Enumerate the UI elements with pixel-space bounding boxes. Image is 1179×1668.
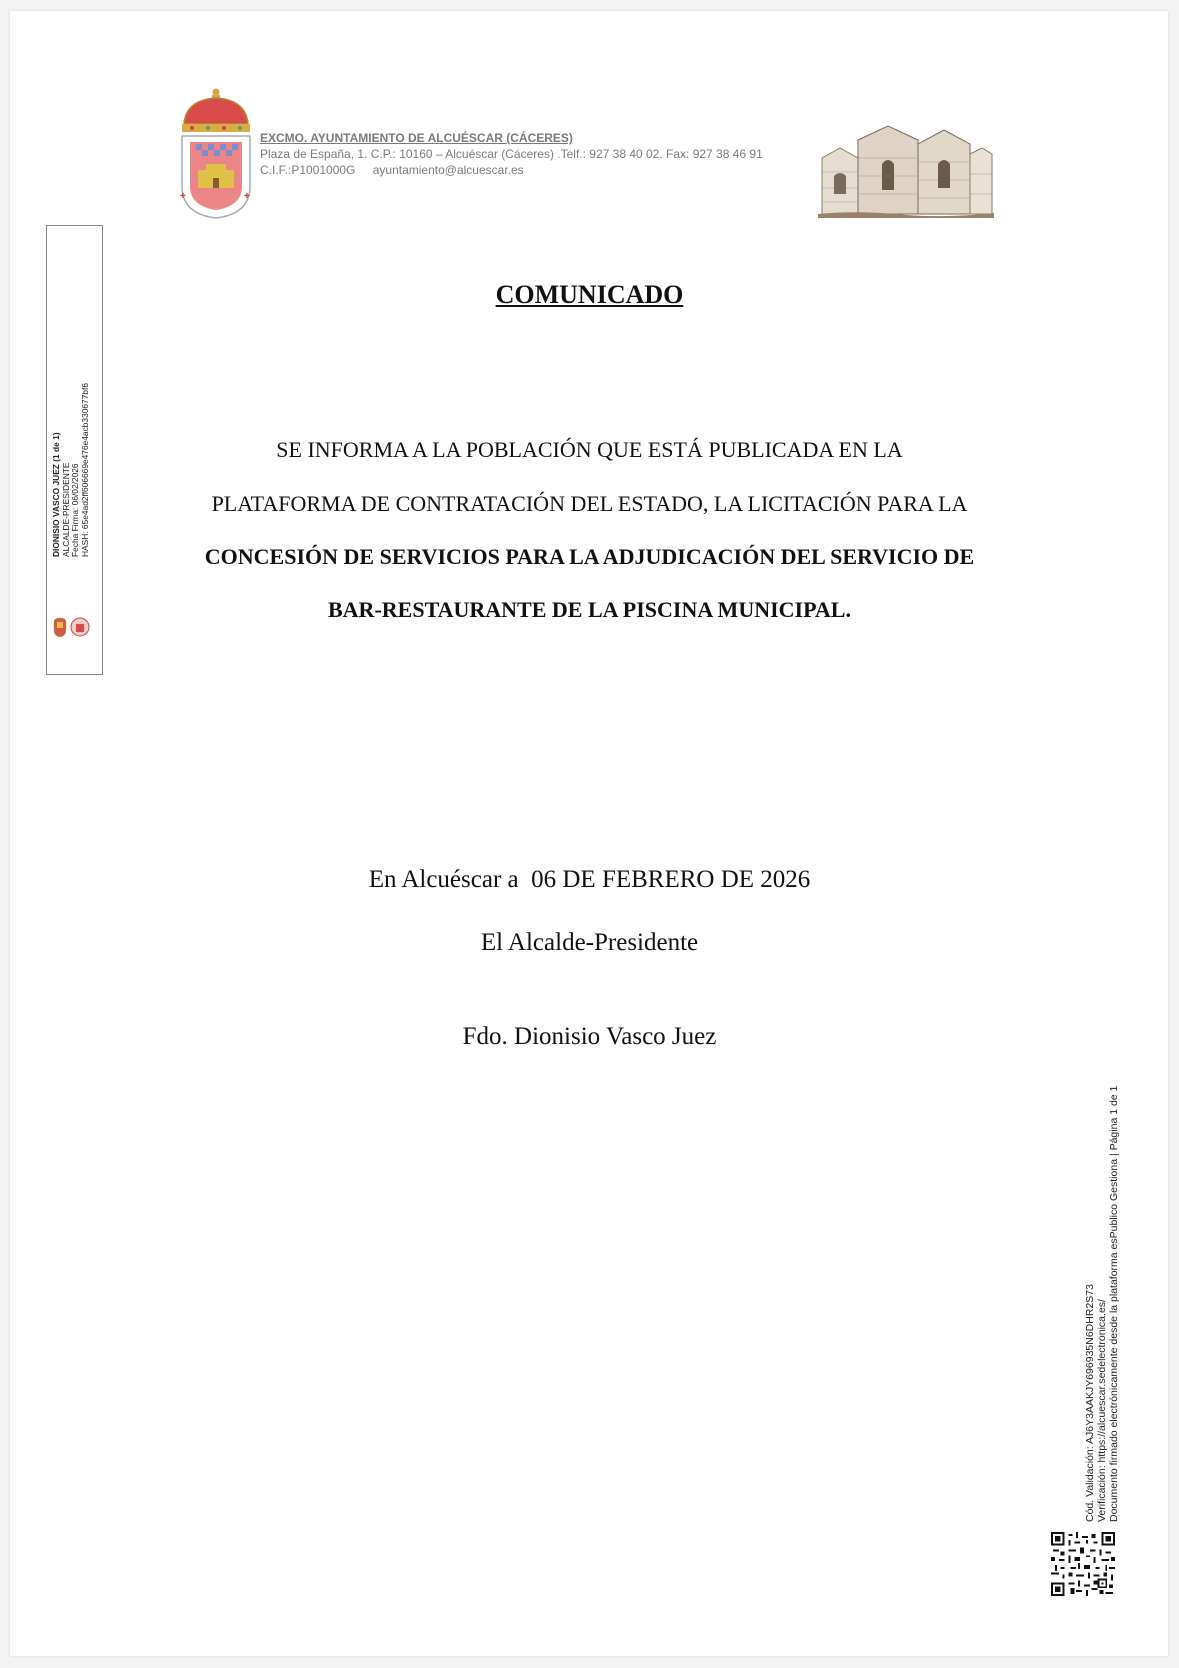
- email-address: ayuntamiento@alcuescar.es: [372, 163, 524, 177]
- stamp-signer: DIONISIO VASCO JUEZ (1 de 1): [51, 432, 61, 557]
- document-page: [10, 11, 1168, 1656]
- body-line-3: CONCESIÓN DE SERVICIOS PARA LA ADJUDICACIÓN DEL SERVICIO DE: [204, 544, 975, 569]
- document-title: COMUNICADO: [495, 280, 684, 309]
- verification-text: [1084, 1086, 1120, 1522]
- qr-code[interactable]: [1050, 1532, 1116, 1596]
- verification-note: Documento firmado electrónicamente desde la plataforma esPublico Gestiona | Página 1 de 1: [1108, 1085, 1120, 1522]
- address-line: Plaza de España, 1. C.P.: 10160 – Alcuéscar (Cáceres) .Telf.: 927 38 40 02. Fax: 927 38 46 91: [260, 147, 763, 161]
- church-illustration: [818, 118, 994, 218]
- stamp-role: ALCALDE-PRESIDENTE: [60, 462, 71, 557]
- place-date: En Alcuéscar a 06 DE FEBRERO DE 2026: [368, 866, 811, 893]
- verification-url: Verificación: https://alcuescar.sedelectronica.es/: [1096, 1299, 1108, 1522]
- validation-code: Cód. Validación: AJ6Y3AAKJY696935N6DHR2S73: [1084, 1284, 1096, 1522]
- municipal-crest-logo: [178, 86, 254, 220]
- signed-by: Fdo. Dionisio Vasco Juez: [462, 1023, 717, 1050]
- signature-stamp-text: [52, 383, 90, 557]
- svg-text:✚: ✚: [180, 192, 186, 200]
- svg-text:✚: ✚: [244, 192, 250, 200]
- stamp-date: Fecha Firma: 06/02/2026: [70, 463, 80, 557]
- letterhead: [260, 130, 763, 178]
- stamp-hash: HASH: 65e4ad2ff606669e476e4acb330677bf6: [79, 382, 90, 557]
- cif-number: C.I.F.:P1001000G: [260, 163, 356, 177]
- organization-name: EXCMO. AYUNTAMIENTO DE ALCUÉSCAR (CÁCERES): [260, 131, 573, 145]
- signer-title: El Alcalde-Presidente: [480, 929, 699, 956]
- body-line-4: BAR-RESTAURANTE DE LA PISCINA MUNICIPAL.: [328, 597, 851, 622]
- body-line-1: SE INFORMA A LA POBLACIÓN QUE ESTÁ PUBLICADA EN LA: [276, 437, 903, 462]
- body-line-2: PLATAFORMA DE CONTRATACIÓN DEL ESTADO, LA LICITACIÓN PARA LA: [211, 491, 968, 516]
